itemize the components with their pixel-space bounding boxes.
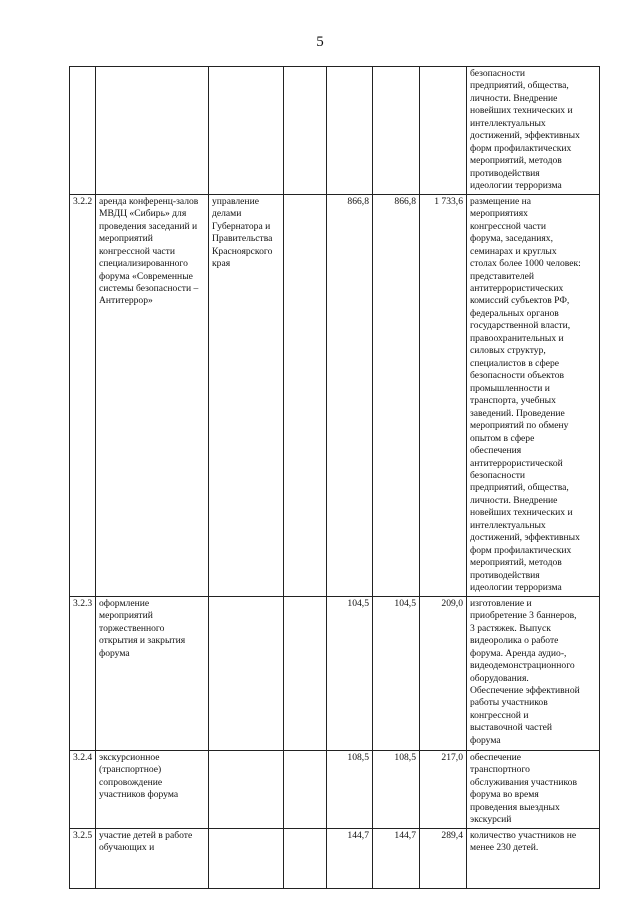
cell-executor <box>209 750 284 828</box>
cell-code-text: 3.2.3 <box>73 597 93 609</box>
cell-value-2 <box>373 194 420 596</box>
cell-value-1-text: 866,8 <box>347 195 369 207</box>
cell-code-text: 3.2.4 <box>73 751 93 763</box>
cell-value-1 <box>327 596 373 750</box>
cell-activity <box>96 194 209 596</box>
cell-result-text: количество участников не менее 230 детей. <box>470 829 577 853</box>
cell-value-1 <box>327 750 373 828</box>
cell-total-text: 289,4 <box>441 829 463 841</box>
cell-empty <box>284 828 327 888</box>
cell-value-2-text: 108,5 <box>394 751 416 763</box>
cell-activity <box>96 750 209 828</box>
cell-value-1-text: 108,5 <box>347 751 369 763</box>
cell-value-2 <box>373 750 420 828</box>
cell-value-2 <box>373 67 420 195</box>
cell-executor <box>209 194 284 596</box>
cell-result <box>467 596 600 750</box>
cell-total <box>420 596 467 750</box>
cell-activity-text: участие детей в работе обучающих и <box>99 829 193 853</box>
cell-executor-text: управление делами Губернатора и Правительства Красноярского края <box>212 195 273 270</box>
cell-activity-text: аренда конференц-залов МВДЦ «Сибирь» для проведения заседаний и мероприятий конгрессной части специализированного форума «Современные системы безопасности – Антитеррор» <box>99 195 199 307</box>
cell-result-text: размещение на мероприятиях конгрессной части форума, заседаниях, семинарах и круглых столах более 1000 человек: представителей антитеррористических комиссий субъектов РФ, федеральных органов государственной власти, правоохранительных и силовых структур, специалистов в сфере безопасности объектов промышленности и транспорта, учебных заведений. Проведение мероприятий по обмену опытом в сфере обеспечения антитеррористической безопасности предприятий, общества, личности. Внедрение новейших технических и интеллектуальных достижений, эффективных форм профилактических мероприятий, методов противодействия идеологии терроризма <box>470 195 581 594</box>
cell-code-text: 3.2.2 <box>73 195 93 207</box>
cell-activity-text: оформление мероприятий торжественного открытия и закрытия форума <box>99 597 186 659</box>
cell-value-1 <box>327 194 373 596</box>
cell-executor <box>209 67 284 195</box>
cell-code <box>70 750 96 828</box>
cell-total-text: 1 733,6 <box>434 195 463 207</box>
cell-total <box>420 67 467 195</box>
page-number: 5 <box>316 34 324 50</box>
cell-result-text: обеспечение транспортного обслуживания участников форума во время проведения выездных экскурсий <box>470 751 577 826</box>
cell-value-1-text: 144,7 <box>347 829 369 841</box>
cell-result <box>467 67 600 195</box>
cell-total-text: 217,0 <box>441 751 463 763</box>
cell-value-2-text: 866,8 <box>394 195 416 207</box>
budget-table <box>69 66 600 889</box>
cell-value-2 <box>373 828 420 888</box>
cell-code <box>70 828 96 888</box>
cell-value-2 <box>373 596 420 750</box>
cell-result <box>467 194 600 596</box>
table-row <box>70 596 600 750</box>
cell-result-text: безопасности предприятий, общества, личности. Внедрение новейших технических и интеллектуальных достижений, эффективных форм профилактических мероприятий, методов противодействия идеологии терроризма <box>470 68 580 192</box>
cell-result <box>467 750 600 828</box>
cell-total <box>420 194 467 596</box>
cell-code <box>70 67 96 195</box>
cell-activity <box>96 596 209 750</box>
cell-code-text: 3.2.5 <box>73 829 93 841</box>
cell-empty <box>284 750 327 828</box>
cell-code <box>70 194 96 596</box>
cell-value-2-text: 144,7 <box>394 829 416 841</box>
cell-activity-text: экскурсионное (транспортное) сопровождение участников форума <box>99 751 179 801</box>
cell-code <box>70 596 96 750</box>
cell-empty <box>284 67 327 195</box>
cell-empty <box>284 596 327 750</box>
cell-total <box>420 828 467 888</box>
table-row <box>70 828 600 888</box>
cell-result <box>467 828 600 888</box>
cell-activity <box>96 828 209 888</box>
cell-empty <box>284 194 327 596</box>
table-row <box>70 194 600 596</box>
cell-total <box>420 750 467 828</box>
cell-value-1 <box>327 67 373 195</box>
cell-result-text: изготовление и приобретение 3 баннеров, 3 растяжек. Выпуск видеоролика о работе форума. Аренда аудио-, видеодемонстрационного оборудования. Обеспечение эффективной работы участников конгрессной и выставочной частей форума <box>470 597 580 746</box>
table-row <box>70 67 600 195</box>
cell-executor <box>209 596 284 750</box>
cell-value-1-text: 104,5 <box>347 597 369 609</box>
table-row <box>70 750 600 828</box>
cell-value-2-text: 104,5 <box>394 597 416 609</box>
cell-activity <box>96 67 209 195</box>
cell-value-1 <box>327 828 373 888</box>
cell-executor <box>209 828 284 888</box>
cell-total-text: 209,0 <box>441 597 463 609</box>
